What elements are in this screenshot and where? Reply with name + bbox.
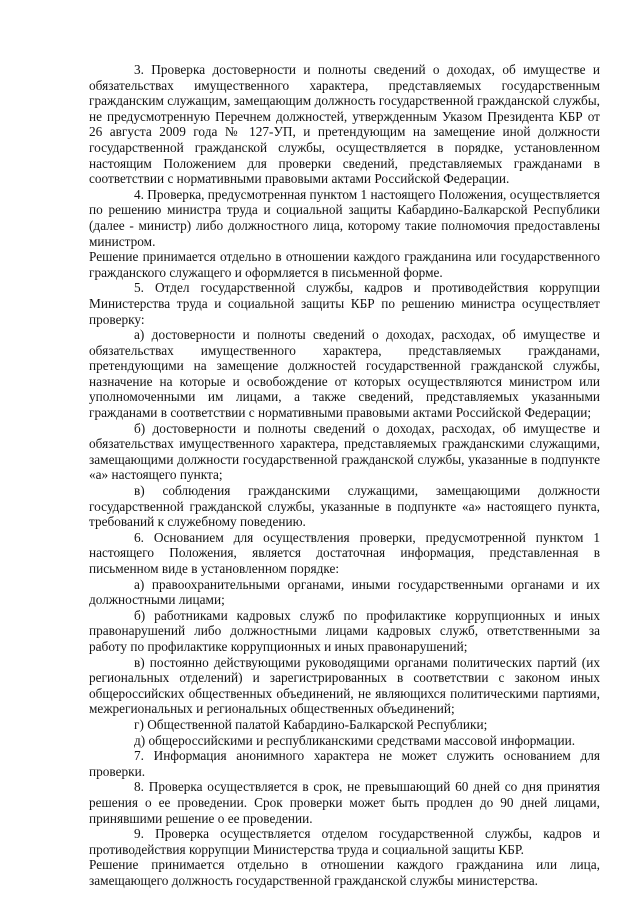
- paragraph-9: 9. Проверка осуществляется отделом государственной службы, кадров и противодействия коррупции Министерства труда и социальной защиты КБР.: [89, 826, 600, 857]
- paragraph-6: 6. Основанием для осуществления проверки, предусмотренной пунктом 1 настоящего Положения, является достаточная информация, представленная в письменном виде в установленном порядке:: [89, 529, 600, 576]
- paragraph-3: 3. Проверка достоверности и полноты сведений о доходах, об имуществе и обязательствах имущественного характера, представляемых государственным гражданским служащим, замещающим должность государственной гражданской службы, не предусмотренную Перечнем должностей, утвержденным Указом Президента КБР от 26 августа 2009 года № 127-УП, и претендующим на замещение иной должности государственной гражданской службы, осуществляется в порядке, установленном настоящим Положением для проверки сведений, представляемых гражданами в соответствии с нормативными правовыми актами Российской Федерации.: [89, 62, 600, 187]
- paragraph-8: 8. Проверка осуществляется в срок, не превышающий 60 дней со дня принятия решения о ее проведении. Срок проверки может быть продлен до 90 дней лицами, принявшими решение о ее проведении.: [89, 779, 600, 826]
- paragraph-6-v: в) постоянно действующими руководящими органами политических партий (их региональных отделений) и зарегистрированных в соответствии с законом иных общероссийских общественных объединений, не являющихся политическими партиями, межрегиональных и региональных общественных объединений;: [89, 654, 600, 717]
- paragraph-5-v: в) соблюдения гражданскими служащими, замещающими должности государственной гражданской службы, указанные в подпункте «а» настоящего пункта, требований к служебному поведению.: [89, 483, 600, 530]
- paragraph-4-decision: Решение принимается отдельно в отношении каждого гражданина или государственного гражданского служащего и оформляется в письменной форме.: [89, 249, 600, 280]
- paragraph-7: 7. Информация анонимного характера не может служить основанием для проверки.: [89, 748, 600, 779]
- paragraph-4: 4. Проверка, предусмотренная пунктом 1 настоящего Положения, осуществляется по решению министра труда и социальной защиты Кабардино-Балкарской Республики (далее - министр) либо должностного лица, которому такие полномочия предоставлены министром.: [89, 186, 600, 249]
- paragraph-5-b: б) достоверности и полноты сведений о доходах, расходах, об имуществе и обязательствах имущественного характера, представляемых гражданскими служащими, замещающими должности государственной гражданской службы, указанные в подпункте «а» настоящего пункта;: [89, 420, 600, 483]
- paragraph-6-a: а) правоохранительными органами, иными государственными органами и их должностными лицами;: [89, 576, 600, 608]
- paragraph-5-a: а) достоверности и полноты сведений о доходах, расходах, об имуществе и обязательствах имущественного характера, представляемых гражданами, претендующими на замещение должностей государственной гражданской службы, назначение на которые и освобождение от которых осуществляются министром или уполномоченными им лицами, а также сведений, представляемых указанными гражданами в соответствии с нормативными правовыми актами Российской Федерации;: [89, 327, 600, 421]
- paragraph-9-decision: Решение принимается отдельно в отношении каждого гражданина или лица, замещающего должность государственной гражданской службы министерства.: [89, 857, 600, 888]
- paragraph-5: 5. Отдел государственной службы, кадров и противодействия коррупции Министерства труда и социальной защиты КБР по решению министра осуществляет проверку:: [89, 280, 600, 327]
- document-page: [89, 62, 600, 888]
- paragraph-6-b: б) работниками кадровых служб по профилактике коррупционных и иных правонарушений либо должностными лицами кадровых служб, ответственными за работу по профилактике коррупционных и иных правонарушений;: [89, 607, 600, 654]
- paragraph-6-g: г) Общественной палатой Кабардино-Балкарской Республики;: [134, 716, 488, 732]
- paragraph-6-d: д) общероссийскими и республиканскими средствами массовой информации.: [134, 732, 576, 748]
